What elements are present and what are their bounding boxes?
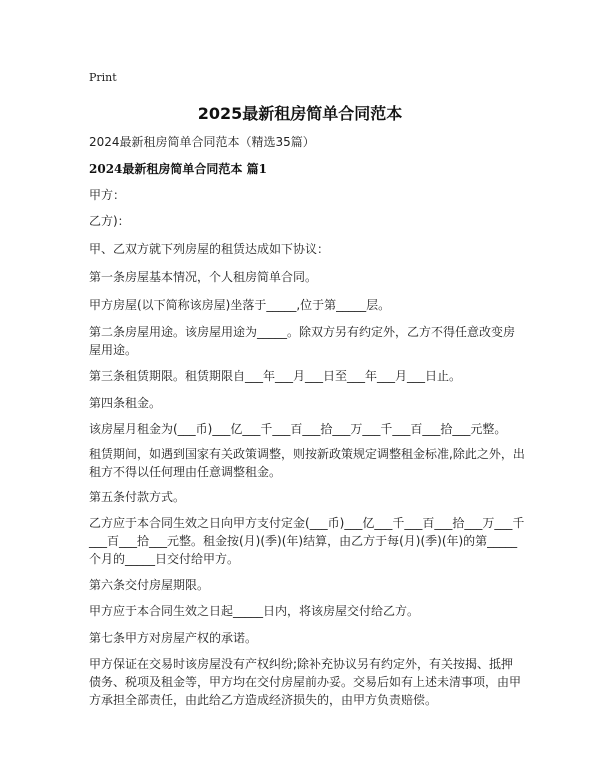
paragraph-article-7: 第七条甲方对房屋产权的承诺。 bbox=[89, 631, 258, 645]
paragraph-article-4: 第四条租金。 bbox=[89, 396, 162, 410]
section-heading: 2024最新租房简单合同范本 篇1 bbox=[89, 162, 267, 176]
paragraph-delivery: 甲方应于本合同生效之日起_____日内，将该房屋交付给乙方。 bbox=[89, 604, 420, 618]
paragraph-party-b: 乙方)： bbox=[89, 214, 130, 228]
paragraph-article-5: 第五条付款方式。 bbox=[89, 490, 186, 504]
paragraph-intro: 甲、乙双方就下列房屋的租赁达成如下协议： bbox=[89, 242, 330, 256]
paragraph-article-3: 第三条租赁期限。租赁期限自___年___月___日至___年___月___日止。 bbox=[89, 369, 462, 383]
paragraph-ownership-guarantee: 甲方保证在交易时该房屋没有产权纠纷;除补充协议另有约定外，有关按揭、抵押债务、税项及租金等，甲方均在交付房屋前办妥。交易后如有上述未清事项，由甲方承担全部责任，由此给乙方造成经济损失的，由甲方负责赔偿。 bbox=[89, 657, 522, 707]
print-link[interactable]: Print bbox=[89, 71, 117, 84]
paragraph-party-a: 甲方： bbox=[89, 188, 126, 202]
paragraph-rent-adjustment: 租赁期间，如遇到国家有关政策调整，则按新政策规定调整租金标准,除此之外，出租方不得以任何理由任意调整租金。 bbox=[89, 447, 525, 479]
paragraph-location: 甲方房屋(以下简称该房屋)坐落于_____,位于第_____层。 bbox=[89, 298, 391, 312]
paragraph-article-6: 第六条交付房屋期限。 bbox=[89, 578, 210, 592]
paragraph-article-2: 第二条房屋用途。该房屋用途为_____。除双方另有约定外，乙方不得任意改变房屋用途。 bbox=[89, 325, 516, 357]
document-subtitle: 2024最新租房简单合同范本（精选35篇） bbox=[89, 135, 315, 149]
paragraph-article-1: 第一条房屋基本情况，个人租房简单合同。 bbox=[89, 270, 318, 284]
paragraph-payment: 乙方应于本合同生效之日向甲方支付定金(___币)___亿___千___百___拾___万___千___百___拾___元整。租金按(月)(季)(年)结算，由乙方于每(月)(季)(年)的第_____个月的_____日交付给甲方。 bbox=[89, 516, 525, 566]
document-title: 2025最新租房简单合同范本 bbox=[197, 104, 403, 123]
paragraph-rent-amount: 该房屋月租金为(___币)___亿___千___百___拾___万___千___百___拾___元整。 bbox=[89, 422, 507, 436]
